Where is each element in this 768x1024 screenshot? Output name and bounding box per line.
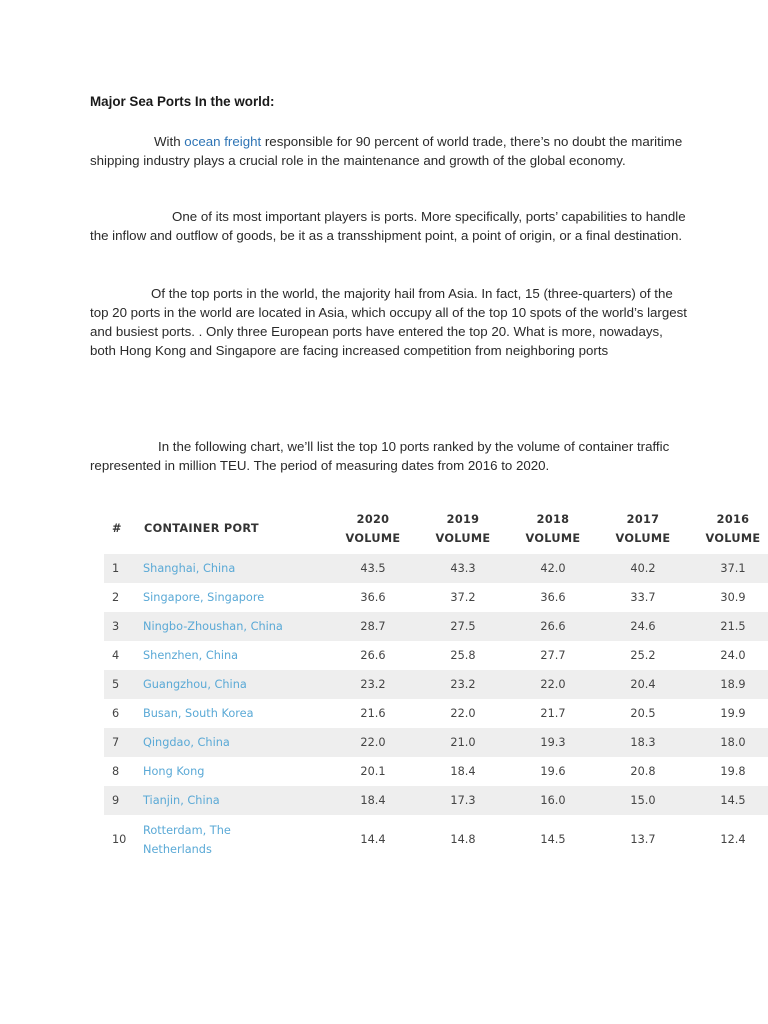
header-2018 bbox=[518, 510, 588, 548]
volume-2020: 28.7 bbox=[360, 620, 386, 633]
row-rank: 10 bbox=[112, 833, 127, 846]
volume-2018: 36.6 bbox=[540, 591, 566, 604]
header-volume: VOLUME bbox=[705, 532, 761, 545]
port-link[interactable]: Guangzhou, China bbox=[143, 678, 247, 691]
volume-2016: 19.9 bbox=[720, 707, 746, 720]
port-link[interactable]: Shenzhen, China bbox=[143, 649, 239, 662]
port-link[interactable]: Hong Kong bbox=[143, 765, 205, 778]
table-row bbox=[104, 699, 768, 728]
table-row bbox=[104, 757, 768, 786]
volume-2019: 37.2 bbox=[450, 591, 476, 604]
header-2019 bbox=[428, 510, 498, 548]
volume-2019: 14.8 bbox=[450, 833, 476, 846]
row-rank: 5 bbox=[112, 678, 120, 691]
header-year: 2020 bbox=[356, 513, 390, 526]
row-rank: 9 bbox=[112, 794, 120, 807]
volume-2019: 23.2 bbox=[450, 678, 476, 691]
volume-2018: 42.0 bbox=[540, 562, 566, 575]
page-heading: Major Sea Ports In the world: bbox=[90, 94, 275, 109]
header-volume: VOLUME bbox=[435, 532, 491, 545]
header-2016 bbox=[698, 510, 768, 548]
volume-2016: 19.8 bbox=[720, 765, 746, 778]
port-link[interactable]: Tianjin, China bbox=[143, 794, 220, 807]
volume-2018: 19.3 bbox=[540, 736, 566, 749]
table-header bbox=[104, 502, 768, 554]
volume-2017: 20.5 bbox=[630, 707, 656, 720]
volume-2019: 21.0 bbox=[450, 736, 476, 749]
volume-2018: 27.7 bbox=[540, 649, 566, 662]
header-2020 bbox=[338, 510, 408, 548]
header-year: 2017 bbox=[626, 513, 660, 526]
volume-2020: 14.4 bbox=[360, 833, 386, 846]
header-container-port: CONTAINER PORT bbox=[144, 522, 259, 535]
table-row bbox=[104, 641, 768, 670]
volume-2017: 18.3 bbox=[630, 736, 656, 749]
table-row bbox=[104, 670, 768, 699]
paragraph-asia-ports: Of the top ports in the world, the majority hail from Asia. In fact, 15 (three-quarters) of the top 20 ports in the world are located in Asia, which occupy all of the top 10 spots of the world’s largest and busiest ports. . Only three European ports have entered the top 20. What is more, nowadays, both Hong Kong and Singapore are facing increased competition from neighboring ports bbox=[90, 286, 687, 358]
row-rank: 4 bbox=[112, 649, 120, 662]
port-link[interactable]: Shanghai, China bbox=[143, 562, 236, 575]
volume-2016: 18.0 bbox=[720, 736, 746, 749]
header-rank: # bbox=[112, 522, 122, 535]
header-volume: VOLUME bbox=[615, 532, 671, 545]
volume-2020: 43.5 bbox=[360, 562, 386, 575]
table-row bbox=[104, 612, 768, 641]
volume-2017: 40.2 bbox=[630, 562, 656, 575]
port-link[interactable]: Rotterdam, The Netherlands bbox=[143, 824, 231, 856]
paragraph-text: With bbox=[154, 134, 185, 149]
port-link[interactable]: Ningbo-Zhoushan, China bbox=[143, 620, 283, 633]
table-row bbox=[104, 815, 768, 868]
volume-2018: 21.7 bbox=[540, 707, 566, 720]
volume-2017: 33.7 bbox=[630, 591, 656, 604]
volume-2016: 14.5 bbox=[720, 794, 746, 807]
header-year: 2018 bbox=[536, 513, 570, 526]
volume-2016: 21.5 bbox=[720, 620, 746, 633]
volume-2018: 26.6 bbox=[540, 620, 566, 633]
port-link[interactable]: Qingdao, China bbox=[143, 736, 230, 749]
table-row bbox=[104, 786, 768, 815]
row-rank: 8 bbox=[112, 765, 120, 778]
table-row bbox=[104, 583, 768, 612]
volume-2020: 18.4 bbox=[360, 794, 386, 807]
volume-2017: 25.2 bbox=[630, 649, 656, 662]
volume-2018: 22.0 bbox=[540, 678, 566, 691]
header-volume: VOLUME bbox=[345, 532, 401, 545]
paragraph-ports-players: One of its most important players is ports. More specifically, ports’ capabilities to handle the inflow and outflow of goods, be it as a transshipment point, a point of origin, or a final destination. bbox=[90, 209, 686, 243]
volume-2016: 37.1 bbox=[720, 562, 746, 575]
row-rank: 1 bbox=[112, 562, 120, 575]
volume-2019: 22.0 bbox=[450, 707, 476, 720]
header-year: 2016 bbox=[716, 513, 750, 526]
volume-2019: 17.3 bbox=[450, 794, 476, 807]
volume-2016: 18.9 bbox=[720, 678, 746, 691]
paragraph-ocean-freight bbox=[90, 132, 690, 170]
header-2017 bbox=[608, 510, 678, 548]
volume-2020: 23.2 bbox=[360, 678, 386, 691]
volume-2017: 20.8 bbox=[630, 765, 656, 778]
volume-2018: 19.6 bbox=[540, 765, 566, 778]
paragraph-text: responsible for 90 percent of world trade, there’s no doubt the maritime shipping industry plays a crucial role in the maintenance and growth of the global economy. bbox=[90, 134, 683, 168]
volume-2017: 20.4 bbox=[630, 678, 656, 691]
volume-2020: 36.6 bbox=[360, 591, 386, 604]
volume-2018: 16.0 bbox=[540, 794, 566, 807]
volume-2019: 43.3 bbox=[450, 562, 476, 575]
volume-2020: 26.6 bbox=[360, 649, 386, 662]
volume-2016: 24.0 bbox=[720, 649, 746, 662]
row-rank: 7 bbox=[112, 736, 120, 749]
table-row bbox=[104, 554, 768, 583]
paragraph-chart-intro: In the following chart, we’ll list the top 10 ports ranked by the volume of container traffic represented in million TEU. The period of measuring dates from 2016 to 2020. bbox=[90, 439, 670, 473]
volume-2019: 18.4 bbox=[450, 765, 476, 778]
volume-2019: 25.8 bbox=[450, 649, 476, 662]
port-link[interactable]: Busan, South Korea bbox=[143, 707, 254, 720]
volume-2016: 12.4 bbox=[720, 833, 746, 846]
ocean-freight-link[interactable]: ocean freight bbox=[184, 134, 262, 149]
volume-2016: 30.9 bbox=[720, 591, 746, 604]
volume-2020: 20.1 bbox=[360, 765, 386, 778]
table-row bbox=[104, 728, 768, 757]
volume-2017: 13.7 bbox=[630, 833, 656, 846]
volume-2017: 24.6 bbox=[630, 620, 656, 633]
row-rank: 2 bbox=[112, 591, 120, 604]
volume-2017: 15.0 bbox=[630, 794, 656, 807]
volume-2020: 21.6 bbox=[360, 707, 386, 720]
header-volume: VOLUME bbox=[525, 532, 581, 545]
row-rank: 6 bbox=[112, 707, 120, 720]
header-year: 2019 bbox=[446, 513, 480, 526]
volume-2018: 14.5 bbox=[540, 833, 566, 846]
ports-table bbox=[104, 502, 768, 868]
volume-2020: 22.0 bbox=[360, 736, 386, 749]
volume-2019: 27.5 bbox=[450, 620, 476, 633]
port-link[interactable]: Singapore, Singapore bbox=[143, 591, 265, 604]
row-rank: 3 bbox=[112, 620, 120, 633]
